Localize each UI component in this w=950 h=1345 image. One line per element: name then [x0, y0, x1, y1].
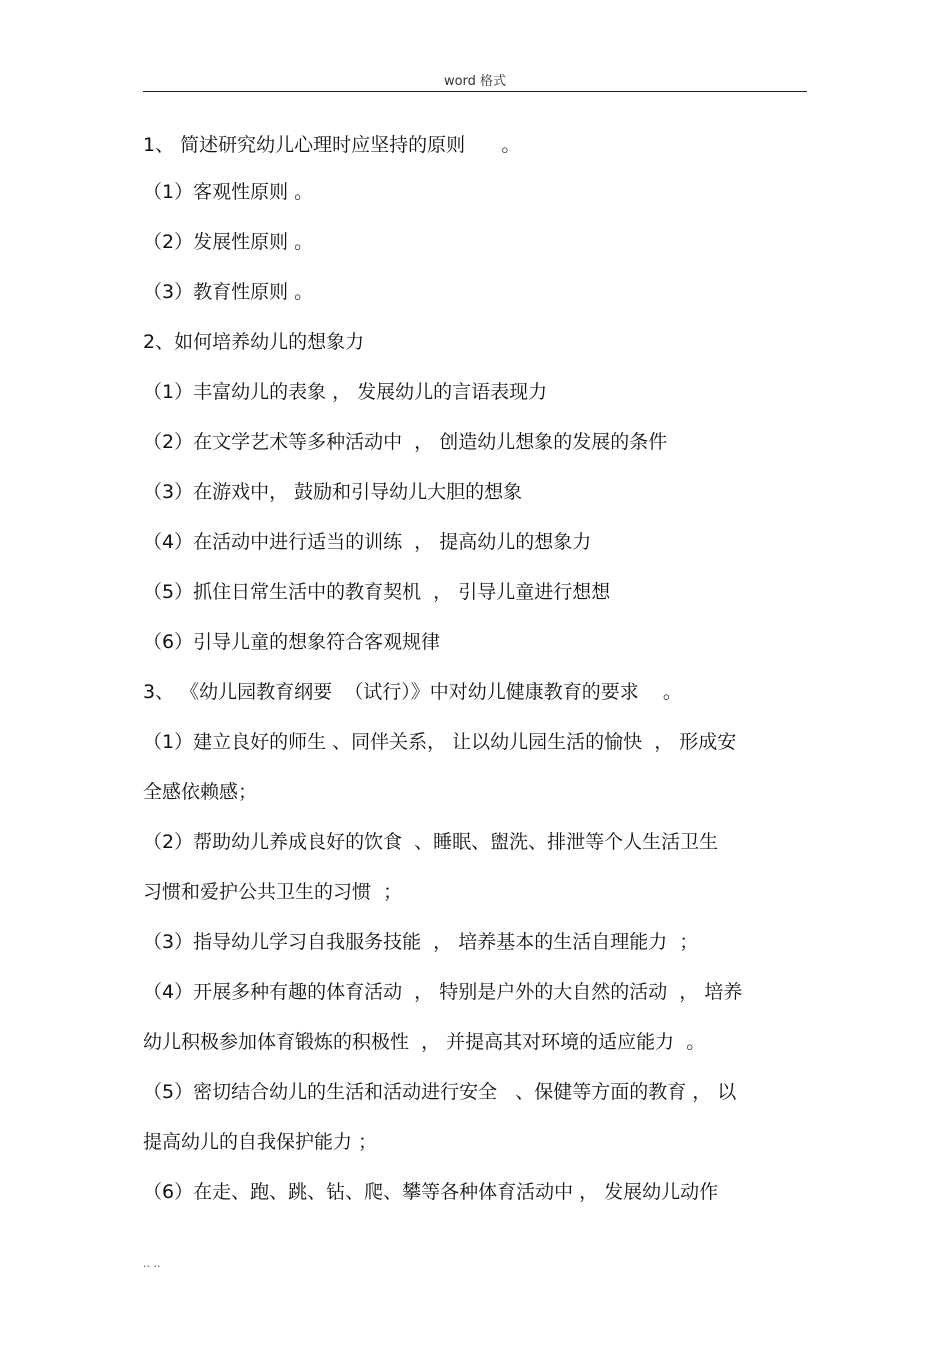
answer-line-continued: 幼儿积极参加体育锻炼的积极性 ， 并提高其对环境的适应能力 。	[143, 1031, 706, 1053]
answer-line: （2）在文学艺术等多种活动中 ， 创造幼儿想象的发展的条件	[143, 431, 668, 453]
answer-line: （4）开展多种有趣的体育活动 ， 特别是户外的大自然的活动 ， 培养	[143, 981, 743, 1003]
answer-line: （5）抓住日常生活中的教育契机 ， 引导儿童进行想想	[143, 581, 611, 603]
question-1-heading: 1、 简述研究幼儿心理时应坚持的原则 。	[143, 134, 521, 156]
header-divider	[143, 91, 807, 92]
answer-line-continued: 习惯和爱护公共卫生的习惯 ；	[143, 881, 403, 903]
page-footer: .. ..	[143, 1257, 161, 1270]
answer-line: （3）指导幼儿学习自我服务技能 ， 培养基本的生活自理能力 ；	[143, 931, 699, 953]
question-2-heading: 2、如何培养幼儿的想象力	[143, 331, 365, 353]
answer-line: （1）丰富幼儿的表象 ， 发展幼儿的言语表现力	[143, 381, 548, 403]
answer-line: （2）帮助幼儿养成良好的饮食 、睡眠、盥洗、排泄等个人生活卫生	[143, 831, 719, 853]
page-header: word 格式	[443, 74, 507, 89]
answer-line-continued: 提高幼儿的自我保护能力 ；	[143, 1131, 378, 1153]
answer-line: （1）建立良好的师生 、同伴关系， 让以幼儿园生活的愉快 ， 形成安	[143, 731, 737, 753]
answer-line: （1）客观性原则 。	[143, 181, 314, 203]
answer-line: （3）教育性原则 。	[143, 281, 314, 303]
answer-line: （2）发展性原则 。	[143, 231, 314, 253]
answer-line: （3）在游戏中， 鼓励和引导幼儿大胆的想象	[143, 481, 523, 503]
answer-line: （6）引导儿童的想象符合客观规律	[143, 631, 441, 653]
answer-line: （4）在活动中进行适当的训练 ， 提高幼儿的想象力	[143, 531, 592, 553]
answer-line-continued: 全感依赖感；	[143, 781, 258, 803]
answer-line: （6）在走、跑、跳、钻、爬、攀等各种体育活动中 ， 发展幼儿动作	[143, 1181, 719, 1203]
question-3-heading: 3、 《幼儿园教育纲要 （试行）》中对幼儿健康教育的要求 。	[143, 681, 682, 703]
answer-line: （5）密切结合幼儿的生活和活动进行安全 、保健等方面的教育 ， 以	[143, 1081, 737, 1103]
